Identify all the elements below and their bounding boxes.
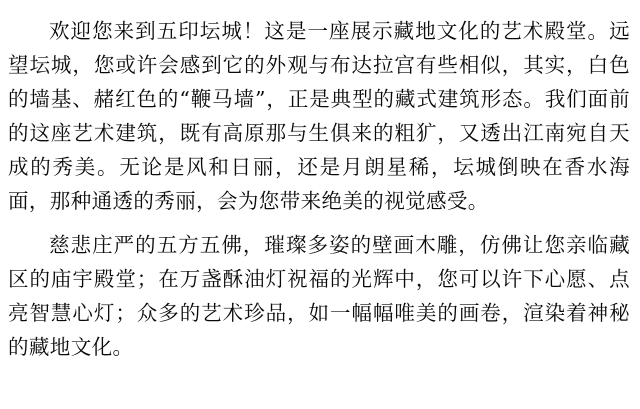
paragraph-1: 欢迎您来到五印坛城！这是一座展示藏地文化的艺术殿堂。远望坛城，您或许会感到它的外观与布达拉宫有些相似，其实，白色的墙基、赭红色的“鞭马墙”，正是典型的藏式建筑形态。我们面前的这座艺术建筑，既有高原那与生俱来的粗犷，又透出江南宛自天成的秀美。无论是风和日丽，还是月朗星稀，坛城倒映在香水海面，那种通透的秀丽，会为您带来绝美的视觉感受。 [8, 19, 630, 213]
paragraph-2: 慈悲庄严的五方五佛，璀璨多姿的壁画木雕，仿佛让您亲临藏区的庙宇殿堂；在万盏酥油灯祝福的光辉中，您可以许下心愿、点亮智慧心灯；众多的艺术珍品，如一幅幅唯美的画卷，渲染着神秘的藏地文化。 [8, 233, 630, 359]
